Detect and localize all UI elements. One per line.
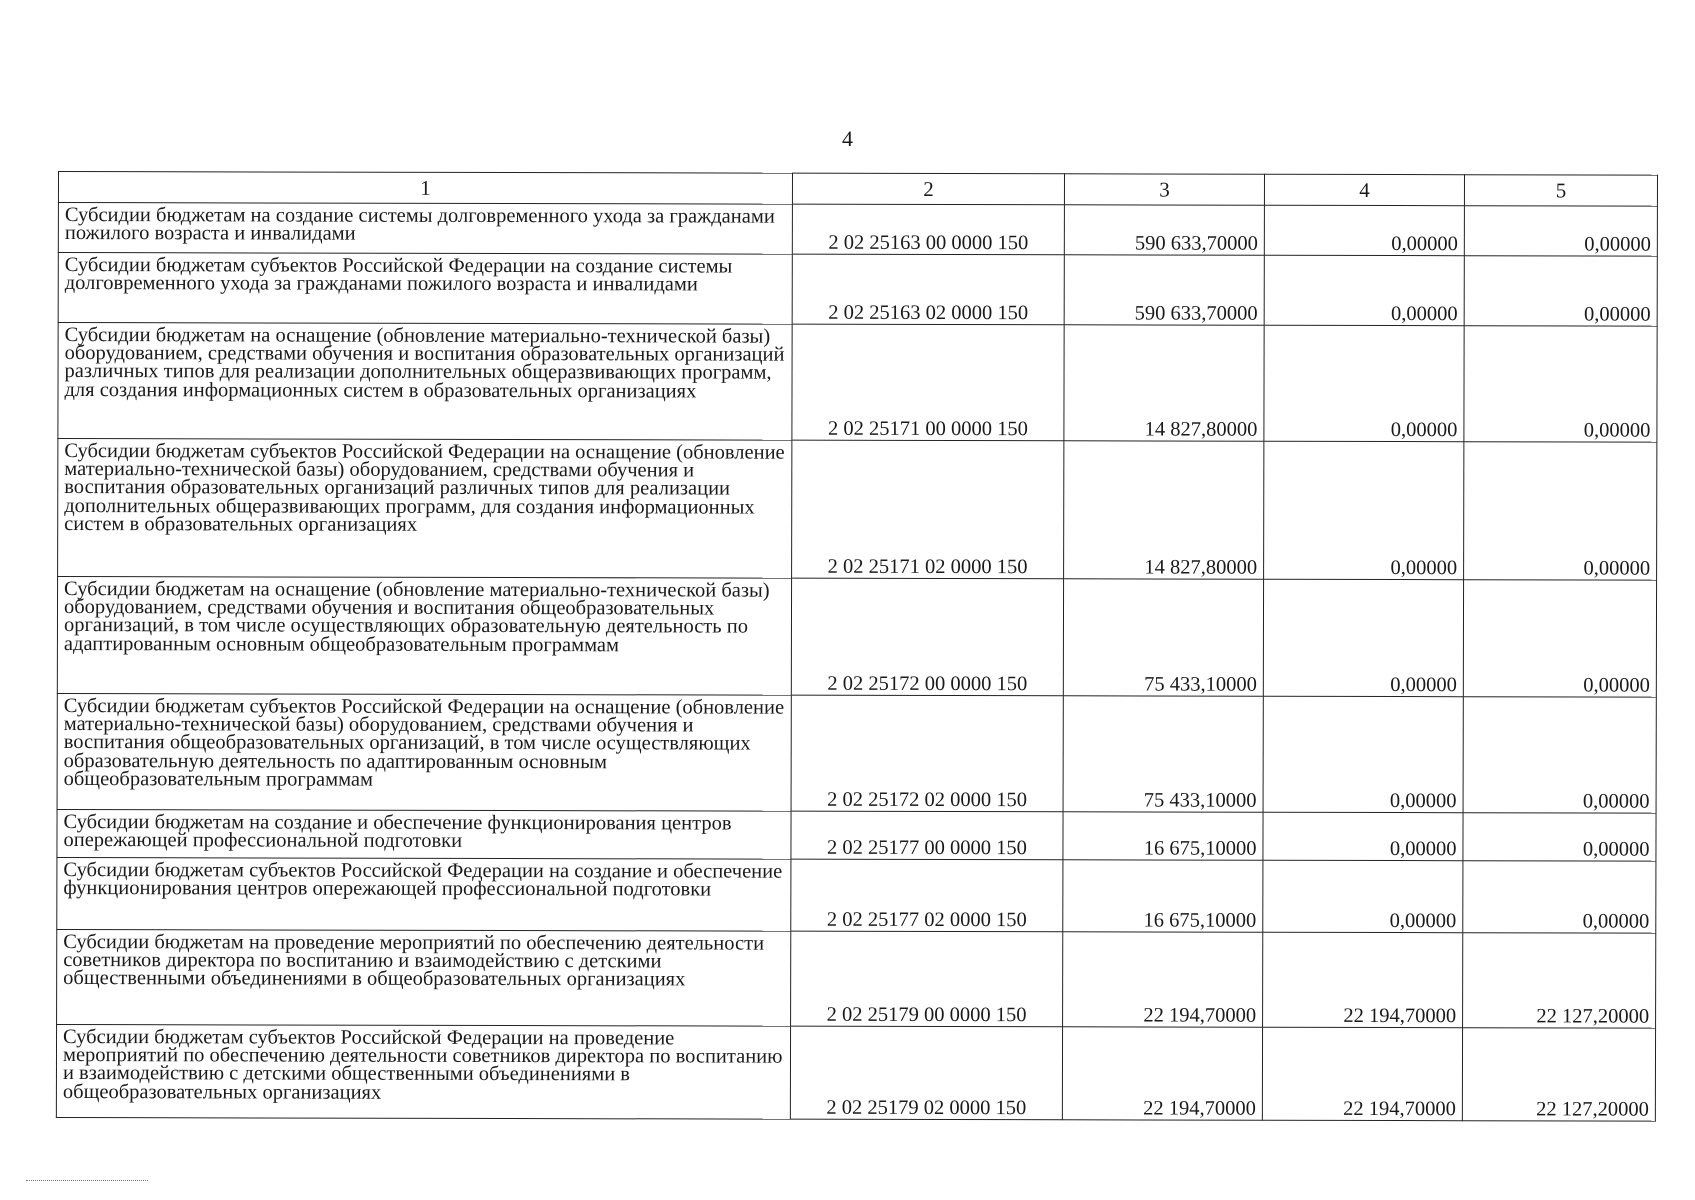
column-header: 4	[1264, 174, 1464, 205]
row-value-4: 0,00000	[1263, 696, 1463, 812]
footer-divider	[26, 1180, 148, 1181]
row-code: 2 02 25179 02 0000 150	[790, 1026, 1062, 1120]
column-header: 2	[792, 173, 1064, 205]
row-value-4: 0,00000	[1263, 579, 1463, 696]
row-value-3: 16 675,10000	[1063, 812, 1263, 860]
row-code: 2 02 25163 02 0000 150	[792, 254, 1064, 325]
row-code: 2 02 25179 00 0000 150	[791, 931, 1063, 1027]
row-value-4: 0,00000	[1264, 325, 1464, 441]
row-value-4: 0,00000	[1263, 812, 1463, 860]
row-value-5: 0,00000	[1464, 256, 1657, 326]
row-value-3: 14 827,80000	[1064, 441, 1264, 579]
row-value-5: 22 127,20000	[1462, 1028, 1655, 1121]
row-value-4: 0,00000	[1264, 205, 1464, 255]
row-value-5: 0,00000	[1464, 326, 1657, 442]
table-row	[57, 577, 1656, 698]
row-code: 2 02 25177 02 0000 150	[791, 859, 1063, 932]
row-code: 2 02 25163 00 0000 150	[792, 204, 1064, 255]
table-row	[57, 809, 1656, 861]
column-header: 3	[1064, 174, 1264, 205]
row-code: 2 02 25172 02 0000 150	[791, 695, 1063, 812]
row-value-4: 0,00000	[1263, 860, 1463, 932]
column-header: 5	[1464, 175, 1657, 206]
row-value-4: 22 194,70000	[1262, 1027, 1462, 1120]
row-value-3: 16 675,10000	[1063, 860, 1263, 932]
header-row	[58, 172, 1657, 207]
row-name: Субсидии бюджетам субъектов Российской Федерации на оснащение (обновление материально-технической базы) оборудованием, средствами обучения и воспитания образовательных организаций различных типов для реализации дополнительных общеразвивающих программ, для создания информационных систем в образовательных организациях	[58, 439, 792, 579]
row-value-3: 14 827,80000	[1064, 325, 1264, 441]
row-name: Субсидии бюджетам на оснащение (обновление материально-технической базы) оборудованием, средствами обучения и воспитания образовательных организаций различных типов для реализации дополнительных общеразвивающих программ, для создания информационных систем в образовательных организациях	[58, 323, 792, 441]
row-value-4: 0,00000	[1264, 255, 1464, 325]
row-value-5: 22 127,20000	[1463, 933, 1656, 1028]
row-code: 2 02 25171 00 0000 150	[792, 324, 1064, 441]
row-code: 2 02 25172 00 0000 150	[791, 578, 1063, 696]
row-name: Субсидии бюджетам субъектов Российской Федерации на проведение мероприятий по обеспечению деятельности советников директора по воспитанию и взаимодействию с детскими общественными объединениями в общеобразовательных организациях	[56, 1024, 790, 1119]
row-value-5: 0,00000	[1463, 813, 1656, 861]
row-name: Субсидии бюджетам субъектов Российской Федерации на создание и обеспечение функционирования центров опережающей профессиональной подготовки	[57, 857, 791, 931]
table-row	[57, 857, 1656, 933]
row-name: Субсидии бюджетам на создание системы долговременного ухода за гражданами пожилого возраста и инвалидами	[58, 203, 792, 255]
table-row	[57, 693, 1656, 813]
row-value-5: 0,00000	[1464, 442, 1657, 580]
column-header: 1	[58, 172, 792, 205]
row-value-5: 0,00000	[1464, 206, 1657, 256]
row-value-5: 0,00000	[1463, 697, 1656, 813]
row-name: Субсидии бюджетам на оснащение (обновление материально-технической базы) оборудованием, средствами обучения и воспитания общеобразовательных организаций, в том числе осуществляющих образовательную деятельность по адаптированным основным общеобразовательным программам	[57, 577, 791, 696]
table-row	[58, 253, 1657, 327]
table-row	[58, 323, 1657, 443]
row-code: 2 02 25177 00 0000 150	[791, 811, 1063, 860]
row-name: Субсидии бюджетам на проведение мероприятий по обеспечению деятельности советников директора по воспитанию и взаимодействию с детскими общественными объединениями в общеобразовательных организациях	[57, 929, 791, 1026]
row-value-3: 22 194,70000	[1062, 1027, 1262, 1120]
row-value-4: 0,00000	[1264, 441, 1464, 579]
page-number: 4	[842, 126, 853, 151]
row-value-3: 590 633,70000	[1064, 205, 1264, 255]
row-code: 2 02 25171 02 0000 150	[792, 440, 1064, 579]
table-row	[58, 439, 1657, 581]
row-value-3: 590 633,70000	[1064, 255, 1264, 325]
row-value-5: 0,00000	[1463, 861, 1656, 933]
row-value-4: 22 194,70000	[1263, 932, 1463, 1027]
row-name: Субсидии бюджетам субъектов Российской Федерации на оснащение (обновление материально-технической базы) оборудованием, средствами обучения и воспитания общеобразовательных организаций, в том числе осуществляющих образовательную деятельность по адаптированным основным общеобразовательным программам	[57, 693, 791, 811]
budget-table	[56, 171, 1658, 1122]
row-value-3: 75 433,10000	[1063, 696, 1263, 812]
row-value-3: 75 433,10000	[1063, 579, 1263, 696]
row-name: Субсидии бюджетам субъектов Российской Федерации на создание системы долговременного ухода за гражданами пожилого возраста и инвалидами	[58, 253, 792, 325]
row-value-5: 0,00000	[1463, 580, 1656, 697]
row-value-3: 22 194,70000	[1063, 932, 1263, 1027]
row-name: Субсидии бюджетам на создание и обеспечение функционирования центров опережающей профессиональной подготовки	[57, 809, 791, 859]
table-row	[58, 203, 1657, 257]
table-row	[57, 929, 1656, 1028]
table-row	[56, 1024, 1655, 1121]
